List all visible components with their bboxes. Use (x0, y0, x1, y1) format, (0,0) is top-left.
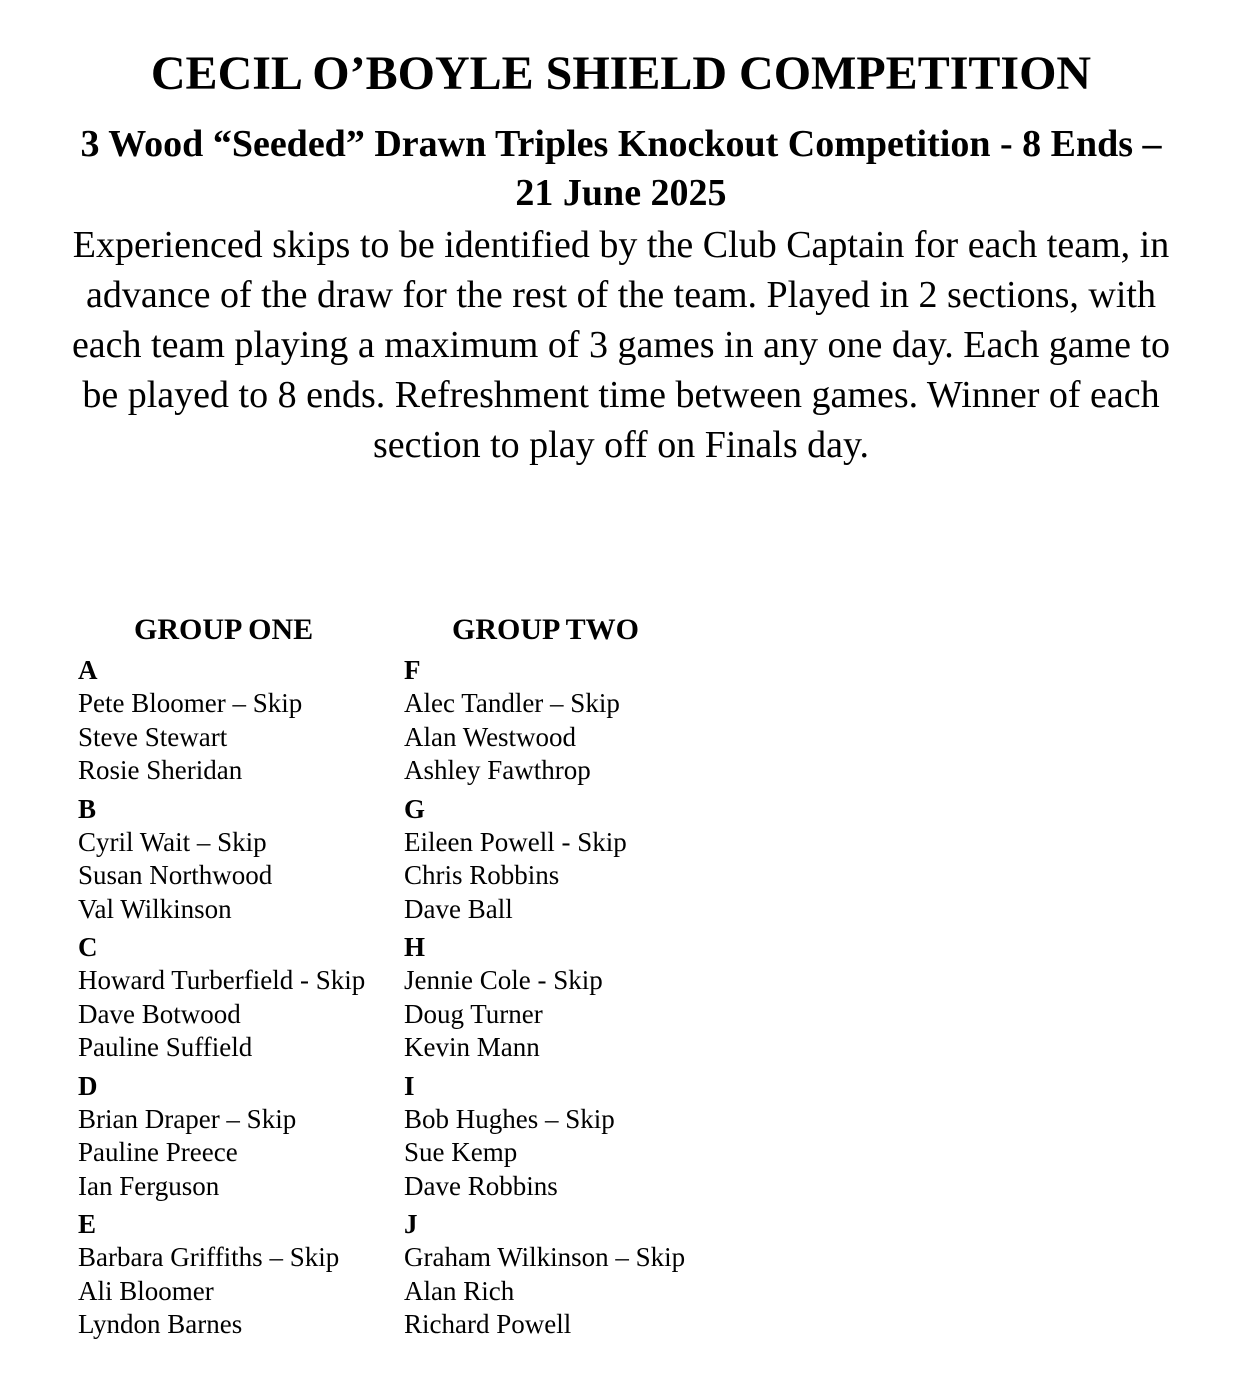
team-b (78, 788, 398, 927)
team-member-skip: Brian Draper – Skip (78, 1103, 297, 1134)
team-letter: H (404, 932, 426, 962)
team-member: Dave Robbins (404, 1170, 558, 1201)
competition-subtitle: 3 Wood “Seeded” Drawn Triples Knockout Competition - 8 Ends – 21 June 2025 (80, 123, 1162, 214)
team-member-skip: Alec Tandler – Skip (404, 688, 620, 718)
team-member: Richard Powell (404, 1309, 572, 1339)
team-member: Doug Turner (404, 998, 543, 1029)
team-letter: G (404, 793, 426, 824)
team-g (404, 788, 734, 927)
team-a (78, 649, 398, 788)
team-member: Alan Westwood (404, 721, 577, 752)
team-member-skip: Bob Hughes – Skip (404, 1103, 615, 1134)
team-member-skip: Cyril Wait – Skip (78, 826, 267, 857)
team-member-skip: Howard Turberfield - Skip (78, 965, 366, 995)
team-member: Pauline Suffield (78, 1032, 253, 1062)
team-member: Alan Rich (404, 1275, 515, 1306)
team-c (78, 926, 398, 1065)
group-heading: GROUP TWO (452, 613, 639, 646)
team-member: Sue Kemp (404, 1137, 518, 1167)
team-e (78, 1203, 398, 1342)
team-member: Ian Ferguson (78, 1170, 220, 1201)
team-h (404, 926, 734, 1065)
team-member-skip: Jennie Cole - Skip (404, 965, 603, 995)
team-letter: E (78, 1209, 97, 1239)
team-member: Steve Stewart (78, 721, 228, 752)
team-letter: A (78, 655, 98, 685)
team-member-skip: Graham Wilkinson – Skip (404, 1242, 686, 1272)
team-member-skip: Eileen Powell - Skip (404, 826, 627, 857)
team-member: Kevin Mann (404, 1032, 540, 1062)
team-i (404, 1065, 734, 1204)
team-member: Ashley Fawthrop (404, 755, 591, 785)
team-f (404, 649, 734, 788)
team-member: Val Wilkinson (78, 893, 232, 924)
team-d (78, 1065, 398, 1204)
team-j (404, 1203, 734, 1342)
group-one (78, 611, 398, 1342)
team-member-skip: Pete Bloomer – Skip (78, 688, 303, 718)
page-title: CECIL O’BOYLE SHIELD COMPETITION (150, 47, 1092, 100)
team-letter: D (78, 1070, 98, 1101)
group-heading: GROUP ONE (134, 613, 314, 646)
team-member: Dave Botwood (78, 998, 241, 1029)
team-letter: I (404, 1070, 415, 1101)
team-letter: F (404, 655, 421, 685)
team-member: Susan Northwood (78, 860, 273, 890)
team-member: Lyndon Barnes (78, 1309, 243, 1339)
competition-description: Experienced skips to be identified by the Club Captain for each team, in advance of the draw for the rest of the team. Played in 2 sections, with each team playing a maximum of 3 games in any one day. Each game to be played to 8 ends. Refreshment time between games. Winner of each section to play off on Finals day. (71, 224, 1171, 466)
team-member-skip: Barbara Griffiths – Skip (78, 1242, 340, 1272)
team-member: Chris Robbins (404, 860, 560, 890)
team-letter: J (404, 1209, 418, 1239)
team-member: Dave Ball (404, 893, 513, 924)
team-letter: B (78, 793, 97, 824)
team-letter: C (78, 932, 98, 962)
group-two (404, 611, 734, 1342)
team-member: Pauline Preece (78, 1137, 238, 1167)
team-member: Rosie Sheridan (78, 755, 243, 785)
team-member: Ali Bloomer (78, 1275, 214, 1306)
